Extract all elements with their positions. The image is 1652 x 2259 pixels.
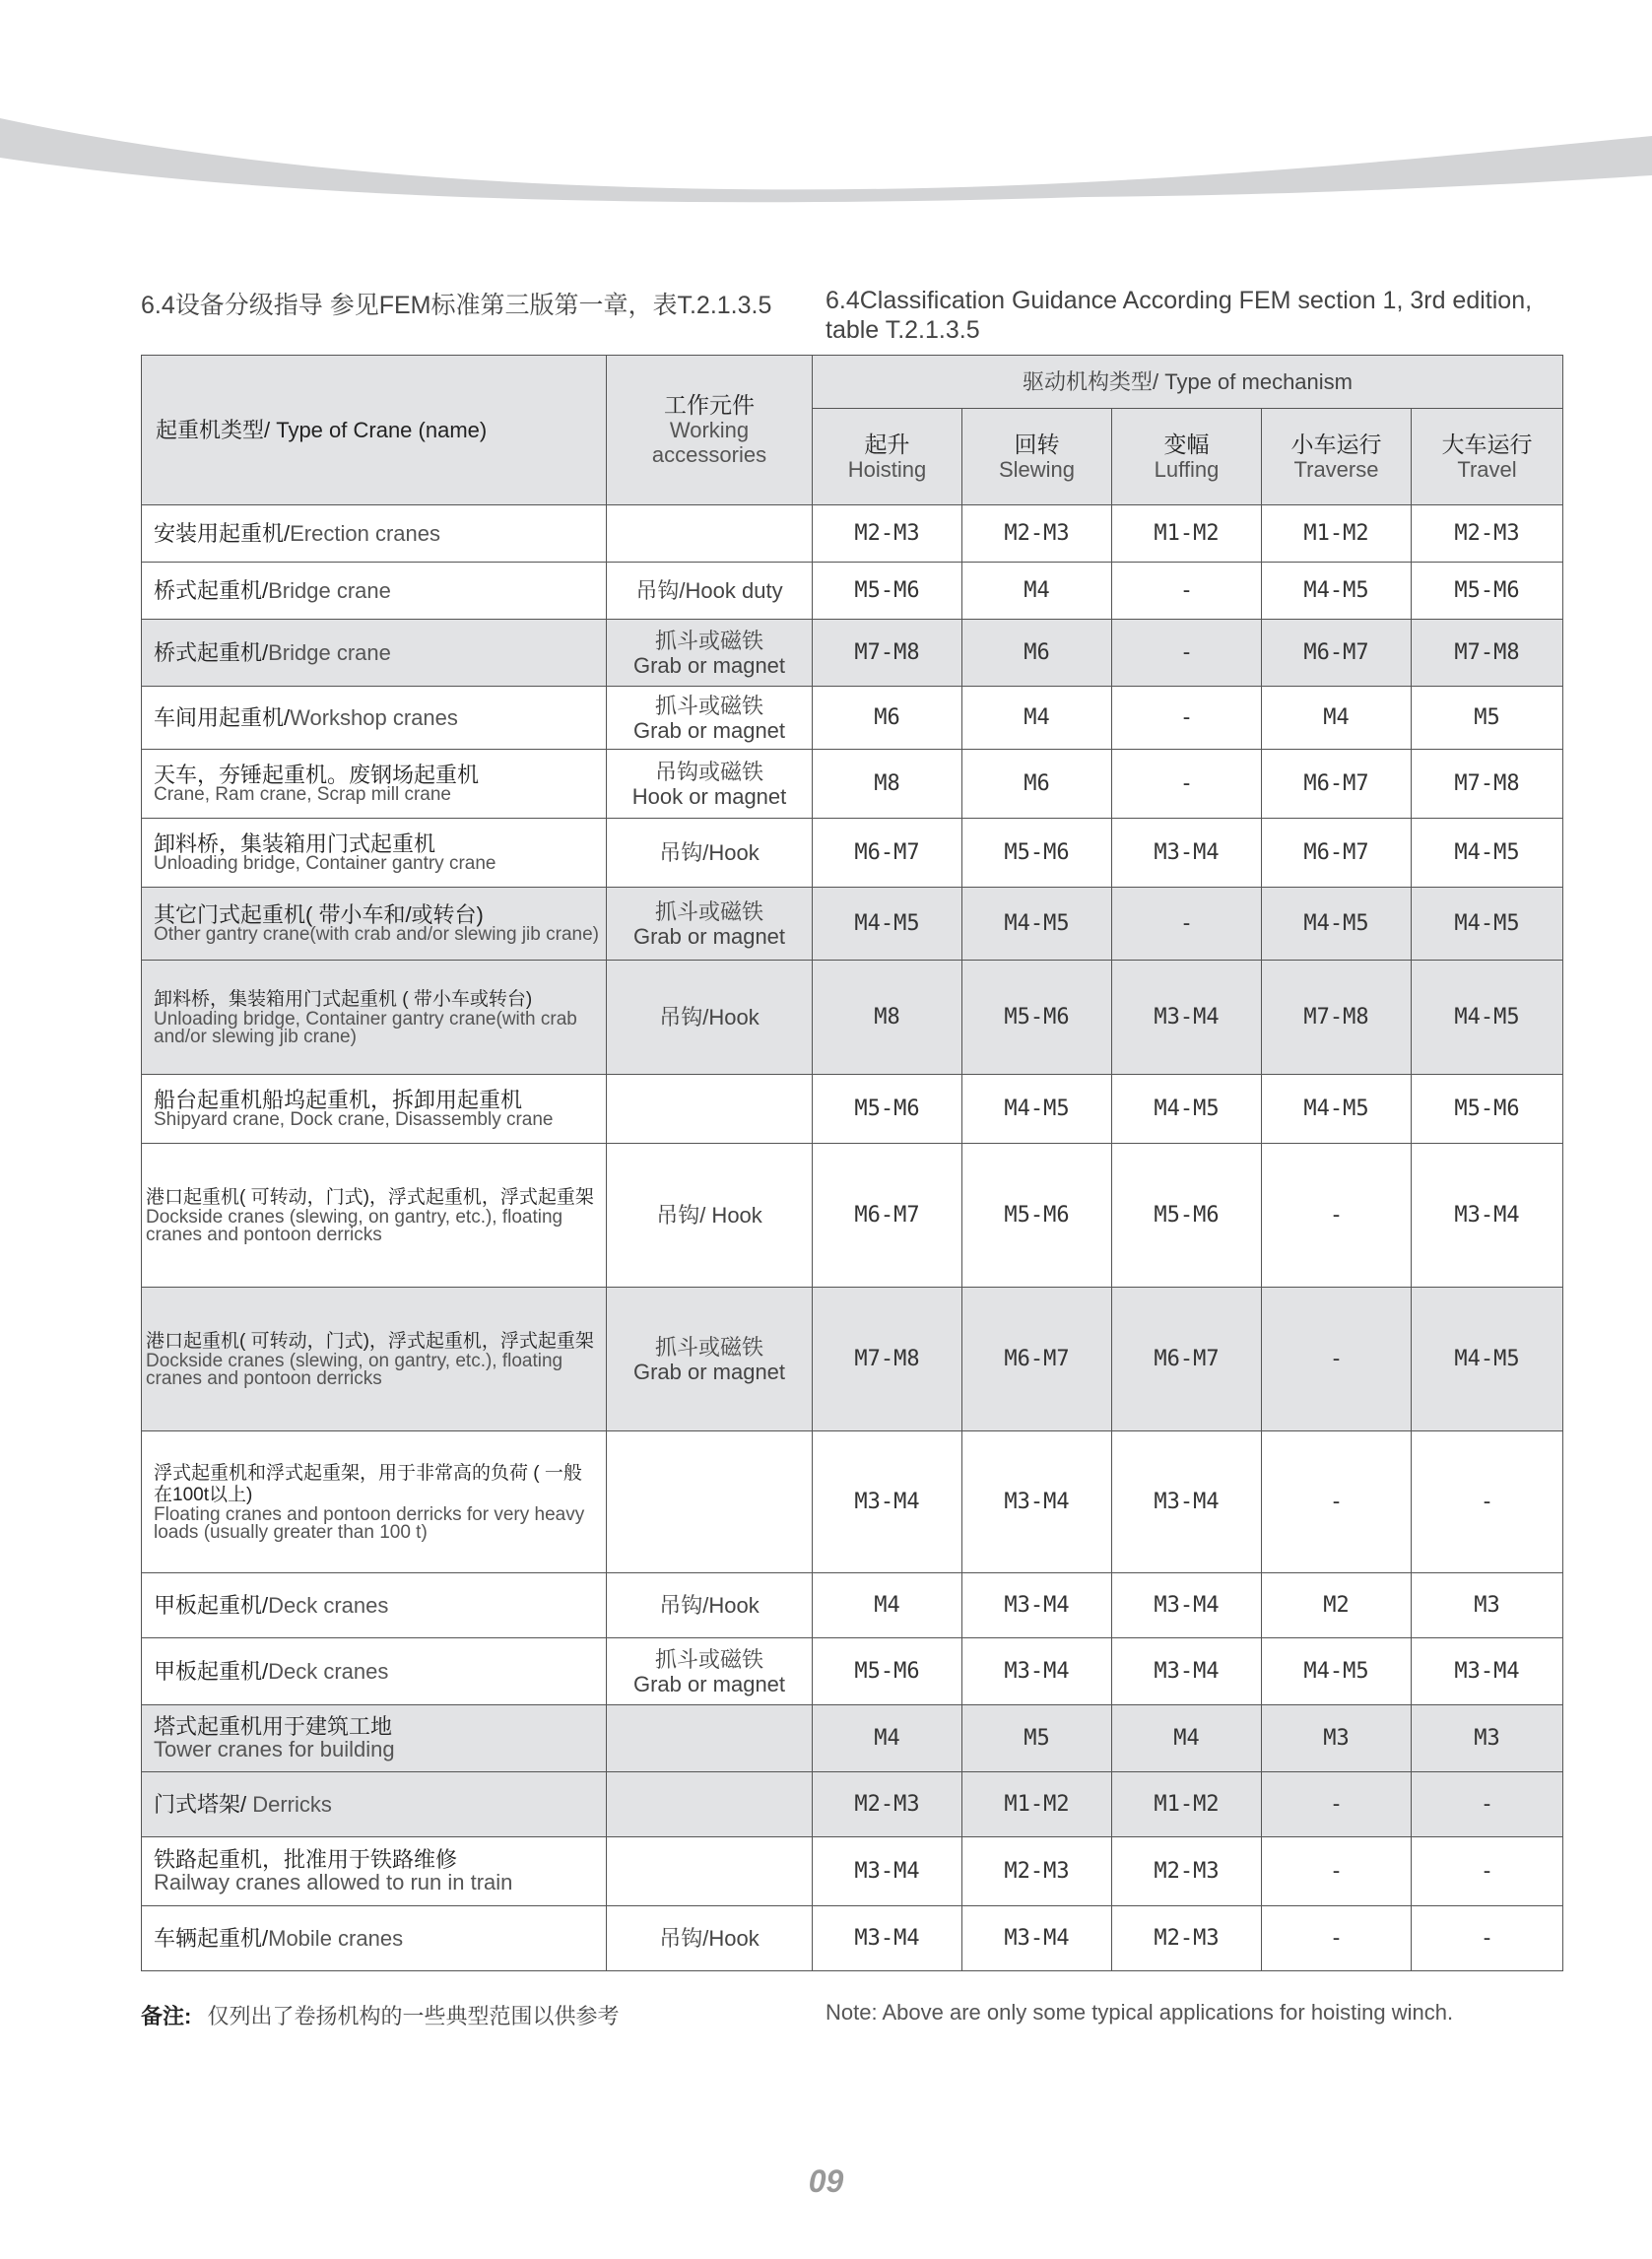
crane-type-en: Other gantry crane(with crab and/or slewing jib crane) [154,923,599,945]
crane-type-en: Dockside cranes (slewing, on gantry, etc.), floating cranes and pontoon derricks [146,1206,563,1245]
classification-value: M4-M5 [1262,563,1412,620]
classification-value: M6 [962,620,1112,687]
classification-value: M6-M7 [1262,620,1412,687]
classification-value: M1-M2 [1112,1772,1262,1837]
classification-value: - [1262,1288,1412,1431]
classification-value: M3-M4 [1112,1638,1262,1705]
classification-value: M1-M2 [962,1772,1112,1837]
accessory-cn: 吊钩/Hook [659,1005,760,1030]
accessory-cn: 吊钩/Hook duty [635,578,783,603]
accessory-cell [607,620,813,687]
accessory-en: Grab or magnet [632,1671,786,1696]
table-row [142,1772,1563,1837]
crane-type-cell [142,819,607,888]
classification-value: M5-M6 [813,563,962,620]
crane-type-cn: 车间用起重机/ [154,704,291,730]
table-row [142,620,1563,687]
accessory-cell [607,505,813,563]
classification-value: M5-M6 [813,1638,962,1705]
crane-type-cn: 桥式起重机/ [154,577,269,603]
accessory-en: Grab or magnet [632,652,786,678]
accessory-cn: 抓斗或磁铁 [654,1334,763,1360]
classification-value: M2-M3 [962,505,1112,563]
crane-type-en: Shipyard crane, Dock crane, Disassembly crane [154,1108,554,1130]
crane-type-en: Dockside cranes (slewing, on gantry, etc.), floating cranes and pontoon derricks [146,1350,563,1389]
table-row [142,819,1563,888]
classification-value: - [1112,750,1262,819]
classification-value: M6 [813,687,962,750]
accessory-cn: 吊钩/Hook [659,1926,760,1951]
table-row [142,505,1563,563]
crane-type-cell [142,620,607,687]
accessory-cell [607,1638,813,1705]
classification-value: M2-M3 [813,1772,962,1837]
crane-type-cn: 安装用起重机/ [154,520,291,546]
table-row [142,1573,1563,1638]
accessory-cell [607,961,813,1075]
header-mechanism-0 [813,409,962,505]
accessory-cn: 吊钩/Hook [659,1593,760,1618]
crane-type-cell [142,1288,607,1431]
header-mechanism-4 [1412,409,1563,505]
classification-value: - [1262,1431,1412,1573]
classification-value: M3-M4 [813,1431,962,1573]
crane-type-cell [142,961,607,1075]
accessory-cell [607,1075,813,1144]
table-row [142,1431,1563,1573]
crane-type-en: Bridge crane [268,639,391,665]
table-row [142,1144,1563,1288]
header-accessories: 工作元件 Working accessories [607,356,813,505]
table-row [142,888,1563,961]
classification-value: M4-M5 [962,888,1112,961]
classification-value: M3-M4 [1112,961,1262,1075]
crane-type-cell [142,1705,607,1772]
table-body [142,505,1563,1971]
accessory-cn: 吊钩或磁铁 [654,759,763,784]
classification-value: M3-M4 [962,1638,1112,1705]
accessory-cell [607,1772,813,1837]
accessory-cn: 吊钩/ Hook [656,1203,762,1228]
classification-value: M7-M8 [1412,620,1563,687]
classification-value: M5-M6 [1112,1144,1262,1288]
mechanism-label-en: Traverse [1293,456,1379,482]
classification-value: M4 [813,1573,962,1638]
crane-type-cn: 港口起重机( 可转动，门式)，浮式起重机，浮式起重架 [146,1186,594,1208]
classification-value: M5-M6 [813,1075,962,1144]
classification-value: - [1112,687,1262,750]
accessory-en: Hook or magnet [631,783,787,809]
classification-value: - [1262,1837,1412,1906]
classification-value: M2-M3 [962,1837,1112,1906]
crane-type-en: Railway cranes allowed to run in train [154,1869,513,1894]
crane-type-en: Deck cranes [268,1658,389,1684]
classification-value: M4-M5 [962,1075,1112,1144]
crane-type-cell [142,888,607,961]
classification-value: M8 [813,961,962,1075]
classification-value: M7-M8 [1262,961,1412,1075]
note-en: Note: Above are only some typical applications for hoisting winch. [826,2000,1454,2025]
classification-value: - [1262,1772,1412,1837]
table-row [142,1075,1563,1144]
mechanism-label-en: Travel [1457,456,1517,482]
classification-value: M3-M4 [962,1573,1112,1638]
crane-type-cn: 卸料桥，集装箱用门式起重机 ( 带小车或转台) [154,988,533,1010]
classification-value: M6-M7 [1262,750,1412,819]
crane-type-cell [142,1837,607,1906]
classification-value: M5-M6 [1412,563,1563,620]
classification-value: M2-M3 [1112,1906,1262,1971]
header-mechanism: 驱动机构类型/ Type of mechanism [813,356,1563,409]
table-row [142,1837,1563,1906]
classification-value: M4-M5 [1412,888,1563,961]
crane-type-cn: 船台起重机船坞起重机，拆卸用起重机 [154,1087,523,1112]
classification-value: M5 [962,1705,1112,1772]
classification-value: M3-M4 [962,1906,1112,1971]
section-heading-en: 6.4Classification Guidance According FEM section 1, 3rd edition, table T.2.1.3.5 [826,287,1533,344]
crane-type-cell [142,1772,607,1837]
crane-type-cn: 港口起重机( 可转动，门式)，浮式起重机，浮式起重架 [146,1330,594,1352]
classification-value: M5-M6 [962,1144,1112,1288]
classification-value: M6-M7 [1262,819,1412,888]
crane-type-en: Derricks [246,1791,332,1817]
classification-value: M5-M6 [1412,1075,1563,1144]
accessory-cell [607,1573,813,1638]
crane-type-cn: 浮式起重机和浮式起重架，用于非常高的负荷 ( 一般在100t以上) [154,1462,582,1505]
crane-type-en: Floating cranes and pontoon derricks for very heavy loads (usually greater than 100 t) [154,1503,585,1543]
accessory-cn: 抓斗或磁铁 [654,693,763,718]
note-cn [141,2000,619,2030]
classification-value: M3-M4 [813,1837,962,1906]
accessory-cell [607,1705,813,1772]
classification-value: M1-M2 [1262,505,1412,563]
crane-type-en: Tower cranes for building [154,1736,395,1761]
table-row [142,1906,1563,1971]
crane-type-en: Bridge crane [268,577,391,603]
crane-type-en: Deck cranes [268,1592,389,1618]
table-row [142,1288,1563,1431]
accessory-en: Grab or magnet [632,1359,786,1384]
crane-type-en: Unloading bridge, Container gantry crane [154,852,496,874]
crane-type-cn: 塔式起重机用于建筑工地 [154,1713,393,1739]
table-row [142,687,1563,750]
crane-type-cn: 桥式起重机/ [154,639,269,665]
classification-value: - [1112,620,1262,687]
mechanism-label-cn: 大车运行 [1441,431,1533,457]
classification-value: M3-M4 [813,1906,962,1971]
accessory-cell [607,1431,813,1573]
classification-value: M7-M8 [813,1288,962,1431]
header-wave-decoration [0,0,1652,227]
classification-value: M5 [1412,687,1563,750]
mechanism-label-en: Hoisting [847,456,927,482]
mechanism-label-cn: 小车运行 [1290,431,1382,457]
accessory-cell [607,1288,813,1431]
classification-value: M7-M8 [813,620,962,687]
accessory-cell [607,1144,813,1288]
crane-type-cn: 门式塔架/ [154,1791,247,1817]
crane-type-cell [142,750,607,819]
classification-value: M6-M7 [1112,1288,1262,1431]
header-mechanism-1 [962,409,1112,505]
classification-value: M4 [962,687,1112,750]
classification-value: M4 [1112,1705,1262,1772]
classification-value: M6 [962,750,1112,819]
classification-value: M4 [813,1705,962,1772]
crane-type-en: Crane, Ram crane, Scrap mill crane [154,783,451,805]
table-row [142,1638,1563,1705]
crane-type-cell [142,1144,607,1288]
accessory-cell [607,819,813,888]
classification-value: M3-M4 [1112,1573,1262,1638]
crane-type-cell [142,687,607,750]
classification-value: - [1412,1431,1563,1573]
mechanism-label-cn: 起升 [864,431,910,457]
classification-value: M3-M4 [1412,1144,1563,1288]
classification-value: M5-M6 [962,819,1112,888]
crane-type-cell [142,563,607,620]
mechanism-label-en: Luffing [1154,456,1220,482]
crane-type-en: Workshop cranes [290,704,458,730]
classification-value: M8 [813,750,962,819]
crane-type-cn: 其它门式起重机( 带小车和/或转台) [154,901,484,927]
classification-value: M4 [1262,687,1412,750]
crane-type-en: Erection cranes [290,520,440,546]
crane-type-cell [142,1075,607,1144]
crane-type-cn: 甲板起重机/ [154,1592,269,1618]
table-row [142,750,1563,819]
classification-value: M2 [1262,1573,1412,1638]
classification-value: M3 [1262,1705,1412,1772]
header-crane-type: 起重机类型/ Type of Crane (name) [142,356,607,505]
classification-value: - [1412,1837,1563,1906]
classification-value: M7-M8 [1412,750,1563,819]
crane-type-cn: 卸料桥，集装箱用门式起重机 [154,831,436,856]
classification-value: - [1412,1772,1563,1837]
mechanism-label-en: Slewing [998,456,1076,482]
classification-value: M3 [1412,1705,1563,1772]
crane-type-en: Mobile cranes [268,1925,404,1951]
classification-value: - [1112,888,1262,961]
classification-value: M4-M5 [1262,1075,1412,1144]
accessory-cell [607,687,813,750]
crane-type-en: Unloading bridge, Container gantry crane(with crab and/or slewing jib crane) [154,1008,577,1047]
crane-type-cell [142,1573,607,1638]
classification-value: M3-M4 [1112,819,1262,888]
accessory-en: Grab or magnet [632,717,786,743]
classification-value: - [1112,563,1262,620]
accessory-cn: 吊钩/Hook [659,840,760,865]
page-number: 09 [808,2163,844,2199]
classification-value: M4-M5 [1262,888,1412,961]
classification-value: M4-M5 [1412,1288,1563,1431]
classification-value: M5-M6 [962,961,1112,1075]
note-label: 备注: [141,2004,192,2028]
accessory-cn: 抓斗或磁铁 [654,1646,763,1672]
table-row [142,563,1563,620]
accessory-en: Grab or magnet [632,923,786,949]
classification-value: M3-M4 [1412,1638,1563,1705]
accessory-cn: 抓斗或磁铁 [654,898,763,924]
crane-type-cn: 甲板起重机/ [154,1658,269,1684]
accessory-cell [607,750,813,819]
classification-value: M6-M7 [813,819,962,888]
classification-value: M4-M5 [813,888,962,961]
classification-value: M6-M7 [813,1144,962,1288]
crane-type-cell [142,1638,607,1705]
classification-value: M1-M2 [1112,505,1262,563]
accessory-cell [607,1837,813,1906]
classification-value: M4-M5 [1412,819,1563,888]
classification-value: - [1262,1906,1412,1971]
classification-value: - [1262,1144,1412,1288]
classification-value: M4-M5 [1412,961,1563,1075]
classification-value: M2-M3 [1112,1837,1262,1906]
note-text-cn: 仅列出了卷扬机构的一些典型范围以供参考 [207,2004,620,2028]
accessory-cn: 抓斗或磁铁 [654,628,763,653]
classification-value: M4-M5 [1262,1638,1412,1705]
crane-type-cell [142,1431,607,1573]
classification-value: M4-M5 [1112,1075,1262,1144]
crane-type-cn: 铁路起重机，批准用于铁路维修 [154,1846,458,1872]
classification-table [141,355,1563,1971]
classification-value: M3-M4 [962,1431,1112,1573]
classification-value: M2-M3 [1412,505,1563,563]
crane-type-cell [142,1906,607,1971]
header-mechanism-3 [1262,409,1412,505]
accessory-cell [607,563,813,620]
mechanism-label-cn: 变幅 [1163,431,1210,457]
classification-value: M2-M3 [813,505,962,563]
crane-type-cell [142,505,607,563]
classification-value: - [1412,1906,1563,1971]
crane-type-cn: 天车，夯锤起重机。废钢场起重机 [154,762,480,787]
accessory-cell [607,888,813,961]
classification-value: M6-M7 [962,1288,1112,1431]
classification-value: M3-M4 [1112,1431,1262,1573]
crane-type-cn: 车辆起重机/ [154,1925,269,1951]
section-heading-cn: 6.4设备分级指导 参见FEM标准第三版第一章，表T.2.1.3.5 [141,292,772,319]
mechanism-label-cn: 回转 [1014,431,1060,457]
table-row [142,1705,1563,1772]
classification-value: M4 [962,563,1112,620]
header-mechanism-2 [1112,409,1262,505]
classification-value: M3 [1412,1573,1563,1638]
accessory-cell [607,1906,813,1971]
table-row [142,961,1563,1075]
